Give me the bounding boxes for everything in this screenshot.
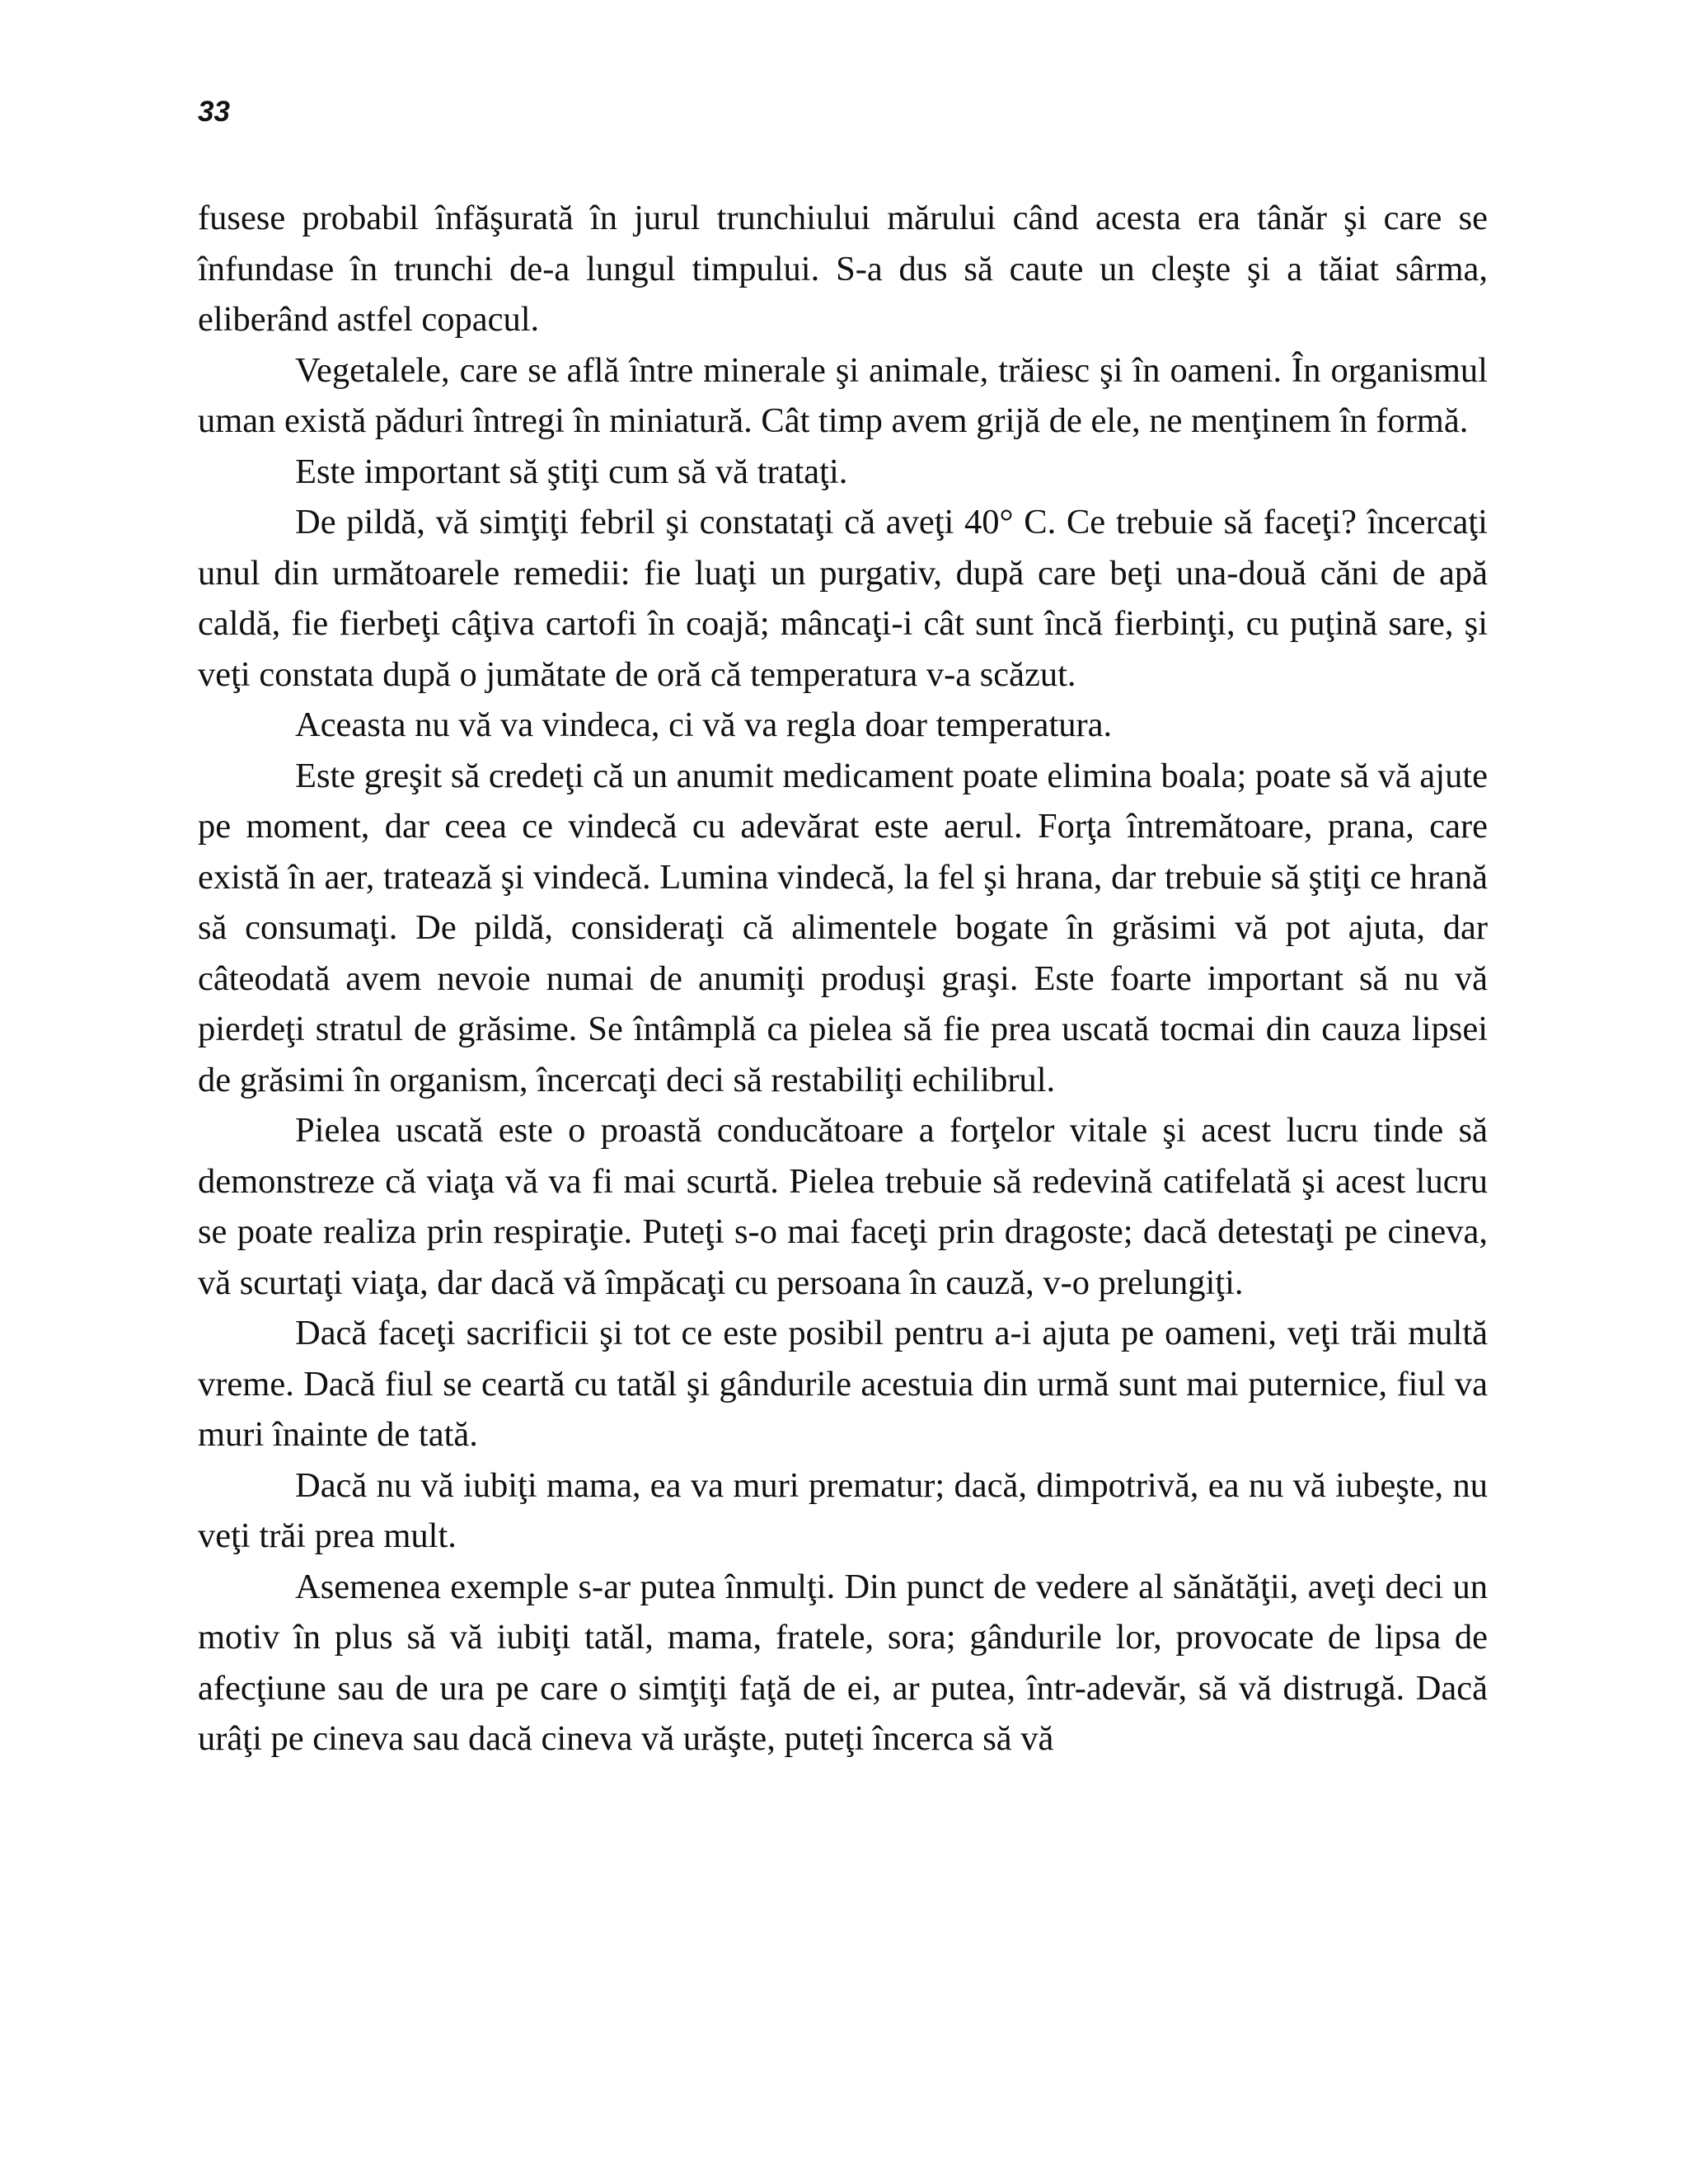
paragraph: Dacă nu vă iubiţi mama, ea va muri prematur; dacă, dimpotrivă, ea nu vă iubeşte, nu veţi trăi prea mult. (198, 1465, 1488, 1555)
page-number: 33 (198, 96, 230, 128)
paragraph: Pielea uscată este o proastă conducătoare a forţelor vitale şi acest lucru tinde să demonstreze că viaţa vă va fi mai scurtă. Pielea trebuie să redevină catifelată şi acest lucru se poate realiza prin respiraţie. Puteţi s-o mai faceţi prin dragoste; dacă detestaţi pe cineva, vă scurtaţi viaţa, dar dacă vă împăcaţi cu persoana în cauză, v-o prelungiţi. (198, 1111, 1488, 1302)
paragraph: Asemenea exemple s-ar putea înmulţi. Din punct de vedere al sănătăţii, aveţi deci un motiv în plus să vă iubiţi tatăl, mama, fratele, sora; gândurile lor, provocate de lipsa de afecţiune sau de ura pe care o simţiţi faţă de ei, ar putea, într-adevăr, să vă distrugă. Dacă urâţi pe cineva sau dacă cineva vă urăşte, puteţi încerca să vă (198, 1567, 1488, 1758)
paragraph: Este greşit să credeţi că un anumit medicament poate elimina boala; poate să vă ajute pe moment, dar ceea ce vindecă cu adevărat este aerul. Forţa întremătoare, prana, care există în aer, tratează şi vindecă. Lumina vindecă, la fel şi hrana, dar trebuie să ştiţi ce hrană să consumaţi. De pildă, consideraţi că alimentele bogate în grăsimi vă pot ajuta, dar câteodată avem nevoie numai de anumiţi produşi graşi. Este foarte important să nu vă pierdeţi stratul de grăsime. Se întâmplă ca pielea să fie prea uscată tocmai din cauza lipsei de grăsimi în organism, încercaţi deci să restabiliţi echilibrul. (198, 756, 1488, 1099)
paragraph: De pildă, vă simţiţi febril şi constataţi că aveţi 40° C. Ce trebuie să faceţi? încercaţi unul din următoarele remedii: fie luaţi un purgativ, după care beţi una-două căni de apă caldă, fie fierbeţi câţiva cartofi în coajă; mâncaţi-i cât sunt încă fierbinţi, cu puţină sare, şi veţi constata după o jumătate de oră că temperatura v-a scăzut. (198, 503, 1488, 694)
paragraph: Dacă faceţi sacrificii şi tot ce este posibil pentru a-i ajuta pe oameni, veţi trăi multă vreme. Dacă fiul se ceartă cu tatăl şi gândurile acestuia din urmă sunt mai puternice, fiul va muri înainte de tată. (198, 1314, 1488, 1454)
paragraph: Aceasta nu vă va vindeca, ci vă va regla doar temperatura. (295, 705, 1113, 744)
paragraph: Este important să ştiţi cum să vă trataţi. (295, 452, 848, 491)
paragraph: fusese probabil înfăşurată în jurul trunchiului mărului când acesta era tânăr şi care se înfundase în trunchi de-a lungul timpului. S-a dus să caute un cleşte şi a tăiat sârma, eliberând astfel copacul. (198, 199, 1488, 339)
paragraph: Vegetalele, care se află între minerale şi animale, trăiesc şi în oameni. În organismul uman există păduri întregi în miniatură. Cât timp avem grijă de ele, ne menţinem în formă. (198, 350, 1488, 440)
body-text (198, 193, 1488, 1765)
